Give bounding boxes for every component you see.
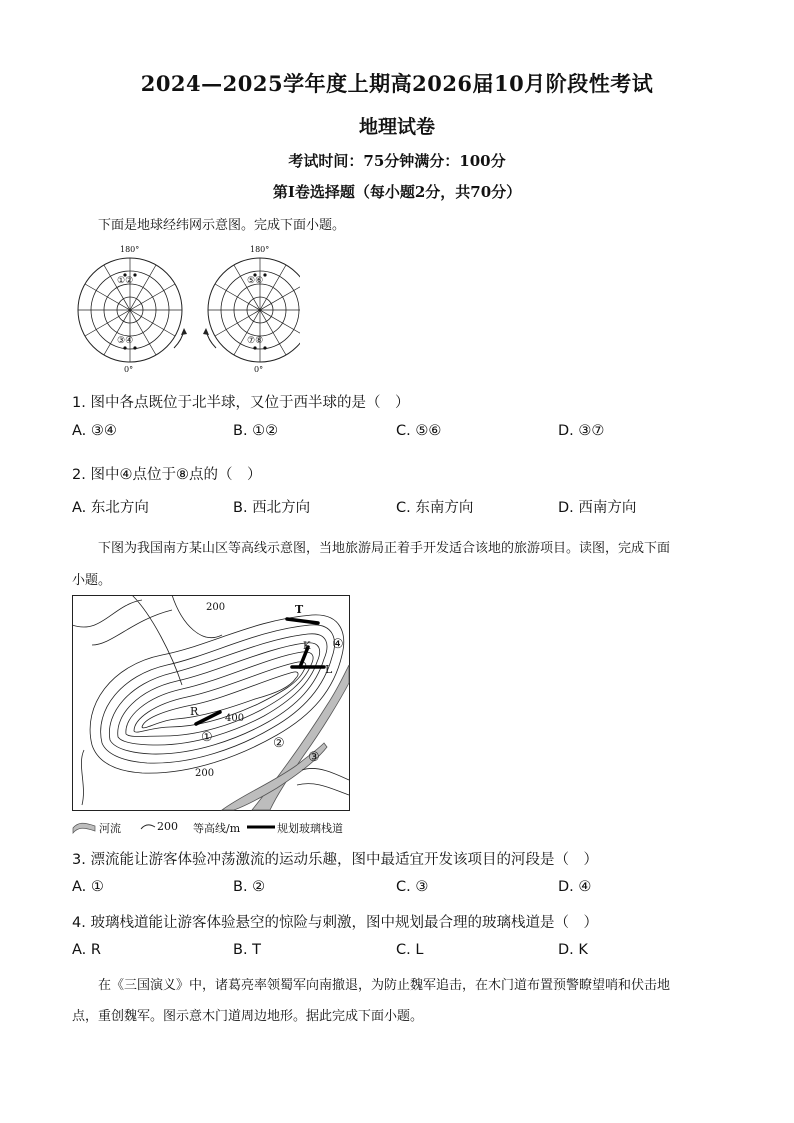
exam-info: 考试时间：75分钟满分：100分 <box>288 152 506 170</box>
q1-option-c[interactable]: C. ⑤⑥ <box>396 423 442 439</box>
legend-river-swatch <box>72 820 96 834</box>
left-points-top: ①② <box>117 276 134 286</box>
right-0-label: 0° <box>254 365 264 374</box>
q3-option-a[interactable]: A. ① <box>72 879 104 895</box>
q2-option-c[interactable]: C. 东南方向 <box>396 500 474 516</box>
q2-option-b[interactable]: B. 西北方向 <box>233 500 311 516</box>
left-polar-grid <box>78 258 187 362</box>
left-180-label: 180° <box>120 245 140 254</box>
q4-option-a[interactable]: A. R <box>72 942 101 958</box>
legend-contour-label: 等高线/m <box>193 822 241 835</box>
intro-figure2-line2: 小题。 <box>72 573 112 588</box>
intro-figure2-line1: 下图为我国南方某山区等高线示意图，当地旅游局正着手开发适合该地的旅游项目。读图，完成下面 <box>98 541 671 556</box>
intro-figure3-line1: 在《三国演义》中，诸葛亮率领蜀军向南撤退，为防止魏军追击，在木门道布置预警瞭望哨和伏击地 <box>98 978 671 993</box>
intro-figure3-line2: 点，重创魏军。图示意木门道周边地形。据此完成下面小题。 <box>72 1009 424 1024</box>
q4-option-c[interactable]: C. L <box>396 942 424 958</box>
q1-option-a[interactable]: A. ③④ <box>72 423 117 439</box>
contour-label-200-top: 200 <box>206 602 226 613</box>
exam-title: 2024—2025学年度上期高2026届10月阶段性考试 <box>140 71 654 96</box>
q1-option-b[interactable]: B. ①② <box>233 423 279 439</box>
walkway-label-k: K <box>303 641 311 652</box>
subject-title: 地理试卷 <box>358 116 435 138</box>
legend-glass-swatch <box>246 822 276 832</box>
graticule-figure <box>70 240 300 380</box>
contour-label-200-bottom: 200 <box>195 768 215 779</box>
q3-option-d[interactable]: D. ④ <box>558 879 592 895</box>
q4-option-d[interactable]: D. K <box>558 942 588 958</box>
walkway-label-l: L <box>325 663 333 676</box>
legend-glass-label: 规划玻璃栈道 <box>277 822 343 835</box>
q2-option-d[interactable]: D. 西南方向 <box>558 500 637 516</box>
intro-figure1: 下面是地球经纬网示意图。完成下面小题。 <box>98 218 346 233</box>
section-heading: 第Ⅰ卷选择题（每小题2分，共70分） <box>272 183 522 201</box>
legend-contour-value: 200 <box>157 820 178 833</box>
walkway-label-t: T <box>295 603 304 616</box>
right-points-bottom: ⑦⑧ <box>247 336 264 346</box>
walkway-label-r: R <box>190 705 199 718</box>
q3-option-b[interactable]: B. ② <box>233 879 266 895</box>
left-points-bottom: ③④ <box>117 336 134 346</box>
question-1: 1. 图中各点既位于北半球，又位于西半球的是（ ） <box>72 395 410 411</box>
contour-map <box>72 595 352 813</box>
q1-option-d[interactable]: D. ③⑦ <box>558 423 605 439</box>
question-4: 4. 玻璃栈道能让游客体验悬空的惊险与刺激，图中规划最合理的玻璃栈道是（ ） <box>72 915 598 931</box>
river-segment-4: ④ <box>332 637 344 652</box>
legend-river-label: 河流 <box>99 822 121 835</box>
legend-contour-swatch <box>140 822 156 832</box>
q4-option-b[interactable]: B. T <box>233 942 262 958</box>
q3-option-c[interactable]: C. ③ <box>396 879 429 895</box>
question-2: 2. 图中④点位于⑧点的（ ） <box>72 467 262 483</box>
river-segment-3: ③ <box>308 750 320 765</box>
river-segment-1: ① <box>201 730 213 745</box>
right-points-top: ⑤⑥ <box>247 276 264 286</box>
question-3: 3. 漂流能让游客体验冲荡激流的运动乐趣，图中最适宜开发该项目的河段是（ ） <box>72 852 598 868</box>
river-segment-2: ② <box>273 736 285 751</box>
right-polar-grid <box>203 258 300 362</box>
right-180-label: 180° <box>250 245 270 254</box>
left-0-label: 0° <box>124 365 134 374</box>
contour-label-400: 400 <box>225 713 245 724</box>
q2-option-a[interactable]: A. 东北方向 <box>72 500 149 516</box>
